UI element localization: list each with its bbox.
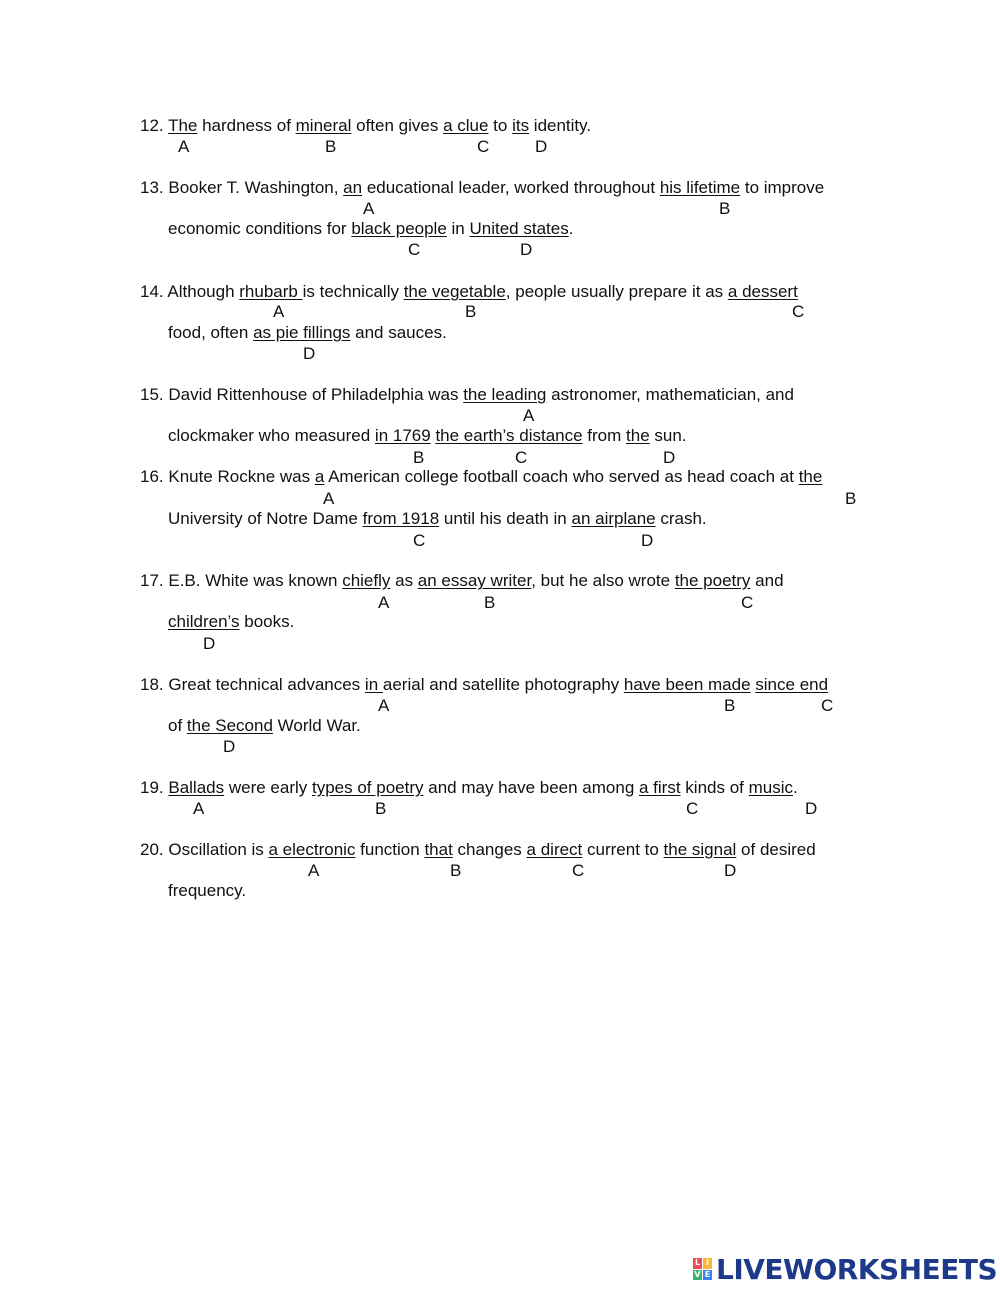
answer-letter-a: A xyxy=(193,799,205,818)
underlined-phrase: mineral xyxy=(295,116,352,135)
underlined-phrase: children’s xyxy=(168,612,240,631)
logo-letter: V xyxy=(694,1269,701,1279)
sentence-text: 17. E.B. White was known xyxy=(140,571,343,590)
answer-letter-c: C xyxy=(572,861,585,880)
answer-letter-a: A xyxy=(178,137,190,156)
sentence-text: were early xyxy=(224,778,312,797)
sentence-text: current to xyxy=(582,840,664,859)
answer-letter-d: D xyxy=(663,448,676,467)
sentence-text: World War. xyxy=(272,716,361,735)
underlined-phrase: Ballads xyxy=(168,778,225,797)
answer-letter-b: B xyxy=(845,489,857,508)
sentence-text: astronomer, mathematician, and xyxy=(546,385,794,404)
underlined-phrase: the poetry xyxy=(674,571,751,590)
sentence-text: 18. Great technical advances xyxy=(140,675,365,694)
answer-letter-a: A xyxy=(323,489,335,508)
sentence-text: from xyxy=(582,426,627,445)
underlined-phrase: rhubarb xyxy=(239,282,303,301)
underlined-phrase: chiefly xyxy=(342,571,391,590)
sentence-text: 19. xyxy=(140,778,169,797)
sentence-text: crash. xyxy=(655,509,707,528)
answer-letter-b: B xyxy=(375,799,387,818)
underlined-phrase: the Second xyxy=(186,716,273,735)
sentence-text: . xyxy=(793,778,798,797)
underlined-phrase: a direct xyxy=(526,840,583,859)
answer-letter-a: A xyxy=(308,861,320,880)
answer-letter-d: D xyxy=(805,799,818,818)
answer-letter-b: B xyxy=(450,861,462,880)
answer-letter-a: A xyxy=(523,406,535,425)
answer-letter-d: D xyxy=(724,861,737,880)
sentence-text: University of Notre Dame xyxy=(168,509,363,528)
sentence-text: changes xyxy=(452,840,527,859)
question-16-line-2 xyxy=(168,509,707,529)
sentence-text: educational leader, worked throughout xyxy=(362,178,660,197)
question-15-line-1 xyxy=(140,385,794,405)
sentence-text: and xyxy=(750,571,784,590)
underlined-phrase: a clue xyxy=(443,116,489,135)
answer-letter-b: B xyxy=(484,593,496,612)
underlined-phrase: the signal xyxy=(663,840,737,859)
underlined-phrase: music xyxy=(748,778,794,797)
underlined-phrase: the xyxy=(626,426,650,445)
question-14-line-2 xyxy=(168,323,447,343)
logo-letter: I xyxy=(703,1258,712,1269)
underlined-phrase: the xyxy=(798,467,823,486)
underlined-phrase: his lifetime xyxy=(659,178,741,197)
underlined-phrase: an essay writer xyxy=(417,571,532,590)
sentence-text: of desired xyxy=(736,840,816,859)
answer-letter-b: B xyxy=(325,137,337,156)
answer-letter-a: A xyxy=(378,696,390,715)
sentence-text: 12. xyxy=(140,116,169,135)
sentence-text: , but he also wrote xyxy=(531,571,675,590)
underlined-phrase: the earth’s distance xyxy=(435,426,583,445)
sentence-text: 15. David Rittenhouse of Philadelphia was xyxy=(140,385,464,404)
answer-letter-d: D xyxy=(641,531,654,550)
answer-letter-a: A xyxy=(378,593,390,612)
sentence-text: economic conditions for xyxy=(168,219,352,238)
answer-letter-c: C xyxy=(792,302,805,321)
liveworksheets-logo xyxy=(693,1254,997,1284)
question-13-line-2 xyxy=(168,219,573,239)
underlined-phrase: United states xyxy=(469,219,569,238)
logo-icon xyxy=(693,1258,712,1280)
sentence-text: frequency. xyxy=(168,881,247,900)
logo-letter: E xyxy=(704,1269,711,1279)
sentence-text: is technically xyxy=(302,282,404,301)
sentence-text: as xyxy=(390,571,418,590)
answer-letter-a: A xyxy=(273,302,285,321)
question-18-line-1 xyxy=(140,675,828,695)
answer-letter-c: C xyxy=(408,240,421,259)
underlined-phrase: in xyxy=(364,675,383,694)
sentence-text: hardness of xyxy=(197,116,296,135)
sentence-text: 16. Knute Rockne was xyxy=(140,467,315,486)
sentence-text: identity. xyxy=(529,116,592,135)
underlined-phrase: as pie fillings xyxy=(253,323,351,342)
answer-letter-d: D xyxy=(520,240,533,259)
sentence-text: of xyxy=(168,716,187,735)
question-17-line-2 xyxy=(168,612,294,632)
underlined-phrase: The xyxy=(168,116,198,135)
sentence-text: 13. Booker T. Washington, xyxy=(140,178,344,197)
logo-letter: L xyxy=(694,1258,701,1267)
answer-letter-a: A xyxy=(363,199,375,218)
underlined-phrase: black people xyxy=(351,219,447,238)
underlined-phrase: a first xyxy=(639,778,681,797)
underlined-phrase: in 1769 xyxy=(374,426,431,445)
answer-letter-c: C xyxy=(741,593,754,612)
question-20-line-1 xyxy=(140,840,816,860)
question-14-line-1 xyxy=(140,282,798,302)
underlined-phrase: a electronic xyxy=(268,840,356,859)
question-15-line-2 xyxy=(168,426,687,446)
underlined-phrase: the leading xyxy=(463,385,547,404)
sentence-text: in xyxy=(446,219,470,238)
underlined-phrase: its xyxy=(512,116,530,135)
sentence-text: 20. Oscillation is xyxy=(140,840,269,859)
sentence-text: sun. xyxy=(649,426,687,445)
sentence-text: until his death in xyxy=(439,509,572,528)
sentence-text: food, often xyxy=(168,323,254,342)
answer-letter-d: D xyxy=(535,137,548,156)
question-12-line-1 xyxy=(140,116,591,136)
underlined-phrase: a dessert xyxy=(727,282,798,301)
underlined-phrase: have been made xyxy=(623,675,751,694)
sentence-text: clockmaker who measured xyxy=(168,426,375,445)
sentence-text: often gives xyxy=(351,116,444,135)
underlined-phrase: an airplane xyxy=(571,509,656,528)
answer-letter-b: B xyxy=(413,448,425,467)
answer-letter-c: C xyxy=(821,696,834,715)
underlined-phrase: a xyxy=(314,467,325,486)
sentence-text: aerial and satellite photography xyxy=(382,675,624,694)
sentence-text: , people usually prepare it as xyxy=(505,282,728,301)
answer-letter-c: C xyxy=(686,799,699,818)
sentence-text: to improve xyxy=(740,178,825,197)
underlined-phrase: an xyxy=(343,178,363,197)
underlined-phrase: from 1918 xyxy=(362,509,440,528)
answer-letter-b: B xyxy=(465,302,477,321)
question-18-line-2 xyxy=(168,716,361,736)
question-19-line-1 xyxy=(140,778,798,798)
question-16-line-1 xyxy=(140,467,822,487)
answer-letter-b: B xyxy=(719,199,731,218)
question-13-line-1 xyxy=(140,178,824,198)
underlined-phrase: types of poetry xyxy=(312,778,424,797)
sentence-text: function xyxy=(355,840,425,859)
answer-letter-c: C xyxy=(477,137,490,156)
underlined-phrase: since end xyxy=(755,675,829,694)
answer-letter-d: D xyxy=(223,737,236,756)
sentence-text: and sauces. xyxy=(350,323,447,342)
answer-letter-b: B xyxy=(724,696,736,715)
sentence-text: kinds of xyxy=(680,778,749,797)
sentence-text: 14. Although xyxy=(140,282,240,301)
sentence-text: to xyxy=(488,116,513,135)
sentence-text: and may have been among xyxy=(423,778,639,797)
question-20-line-2 xyxy=(168,881,246,901)
answer-letter-c: C xyxy=(515,448,528,467)
brand-name: LIVEWORKSHEETS xyxy=(716,1252,998,1286)
underlined-phrase: that xyxy=(424,840,453,859)
question-17-line-1 xyxy=(140,571,784,591)
answer-letter-c: C xyxy=(413,531,426,550)
sentence-text: books. xyxy=(239,612,295,631)
sentence-text: American college football coach who served as head coach at xyxy=(324,467,799,486)
answer-letter-d: D xyxy=(203,634,216,653)
underlined-phrase: the vegetable xyxy=(403,282,506,301)
sentence-text: . xyxy=(568,219,574,238)
answer-letter-d: D xyxy=(303,344,316,363)
